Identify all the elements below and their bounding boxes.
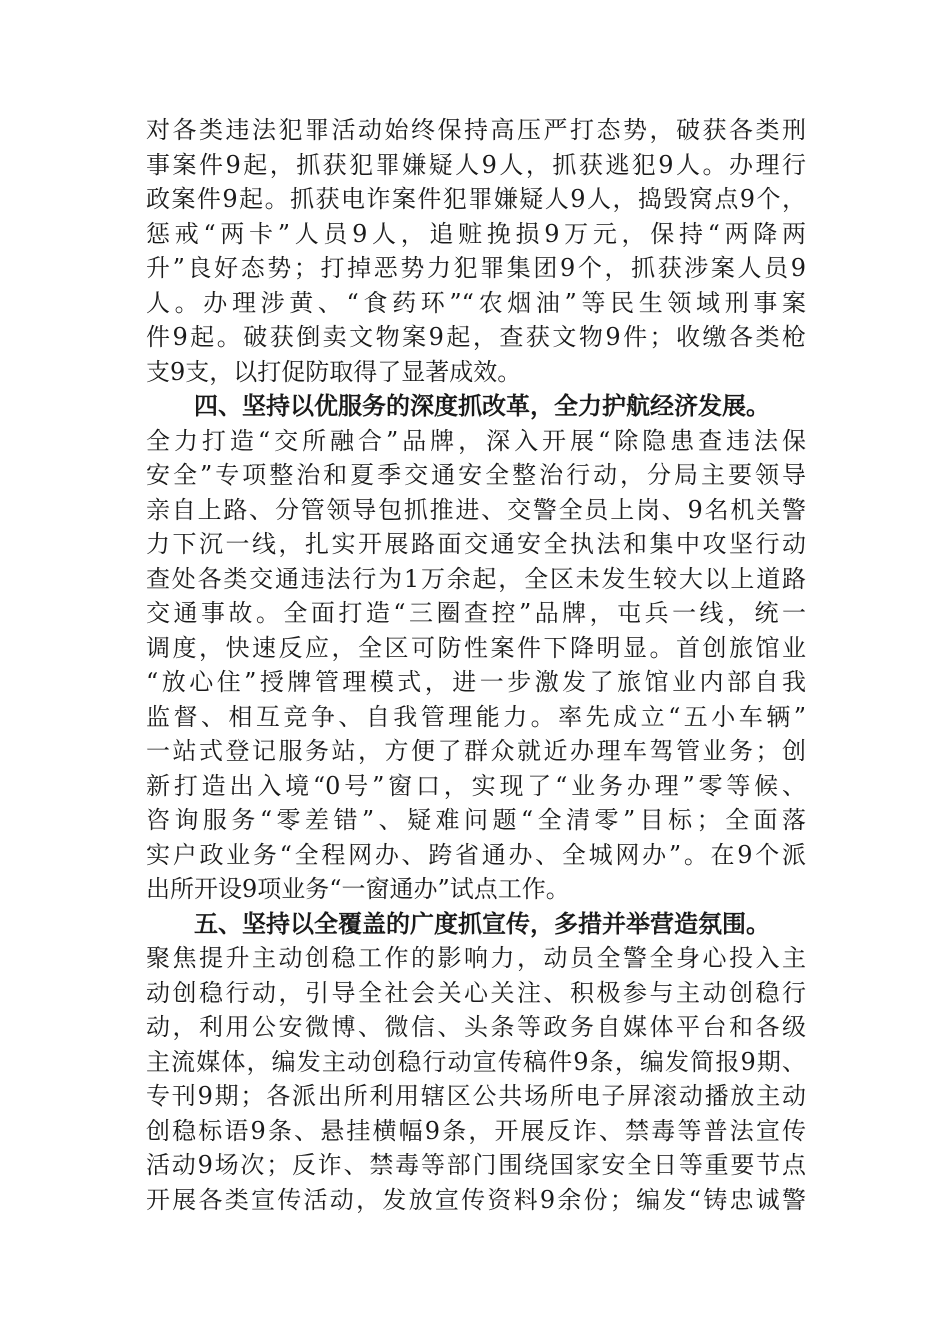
text-line: 动创稳行动，引导全社会关心关注、积极参与主动创稳行 [146, 978, 806, 1007]
paragraph-1 [146, 113, 806, 389]
text-line: 实户政业务“全程网办、跨省通办、全城网办”。在9个派 [146, 840, 806, 869]
text-line: 力下沉一线，扎实开展路面交通安全执法和集中攻坚行动 [146, 530, 806, 558]
text-line: 人。办理涉黄、“食药环”“农烟油”等民生领域刑事案 [146, 288, 806, 317]
text-line: 升”良好态势；打掉恶势力犯罪集团9个，抓获涉案人员9 [146, 254, 806, 282]
text-line: 动，利用公安微博、微信、头条等政务自媒体平台和各级 [146, 1013, 806, 1041]
text-line: 亲自上路、分管领导包抓推进、交警全员上岗、9名机关警 [146, 495, 806, 524]
text-line: 支9支，以打促防取得了显著成效。 [146, 357, 522, 386]
text-line: 政案件9起。抓获电诈案件犯罪嫌疑人9人，捣毁窝点9个， [146, 185, 806, 213]
text-line: 开展各类宣传活动，发放宣传资料9余份；编发“铸忠诚警 [146, 1185, 806, 1214]
text-line: 专刊9期；各派出所利用辖区公共场所电子屏滚动播放主动 [146, 1082, 806, 1110]
text-line: 出所开设9项业务“一窗通办”试点工作。 [146, 875, 570, 903]
text-line: 事案件9起，抓获犯罪嫌疑人9人，抓获逃犯9人。办理行 [146, 150, 806, 179]
section-5-heading: 五、坚持以全覆盖的广度抓宣传，多措并举营造氛围。 [194, 909, 770, 938]
text-line: “放心住”授牌管理模式，进一步激发了旅馆业内部自我 [146, 668, 806, 696]
text-line: 调度，快速反应，全区可防性案件下降明显。首创旅馆业 [146, 633, 806, 662]
text-line: 监督、相互竞争、自我管理能力。率先成立“五小车辆” [146, 702, 806, 731]
section-5 [146, 907, 806, 1218]
text-line: 活动9场次；反诈、禁毒等部门围绕国家安全日等重要节点 [146, 1151, 806, 1179]
text-line: 全力打造“交所融合”品牌，深入开展“除隐患查违法保 [146, 426, 806, 455]
text-line: 聚焦提升主动创稳工作的影响力，动员全警全身心投入主 [146, 944, 806, 972]
text-line: 安全”专项整治和夏季交通安全整治行动，分局主要领导 [146, 461, 806, 489]
text-line: 主流媒体，编发主动创稳行动宣传稿件9条，编发简报9期、 [146, 1047, 806, 1076]
text-line: 查处各类交通违法行为1万余起，全区未发生较大以上道路 [146, 564, 806, 593]
text-line: 一站式登记服务站，方便了群众就近办理车驾管业务；创 [146, 737, 806, 765]
text-line: 新打造出入境“0号”窗口，实现了“业务办理”零等候、 [146, 771, 806, 800]
document-page [146, 113, 806, 1217]
text-line: 咨询服务“零差错”、疑难问题“全清零”目标；全面落 [146, 806, 806, 834]
section-4 [146, 389, 806, 907]
text-line: 交通事故。全面打造“三圈查控”品牌，屯兵一线，统一 [146, 599, 806, 627]
text-line: 件9起。破获倒卖文物案9起，查获文物9件；收缴各类枪 [146, 323, 806, 351]
text-line: 惩戒“两卡”人员9人，追赃挽损9万元，保持“两降两 [146, 219, 806, 248]
section-4-heading: 四、坚持以优服务的深度抓改革，全力护航经济发展。 [194, 392, 770, 420]
text-line: 对各类违法犯罪活动始终保持高压严打态势，破获各类刑 [146, 116, 806, 144]
text-line: 创稳标语9条、悬挂横幅9条，开展反诈、禁毒等普法宣传 [146, 1116, 806, 1145]
